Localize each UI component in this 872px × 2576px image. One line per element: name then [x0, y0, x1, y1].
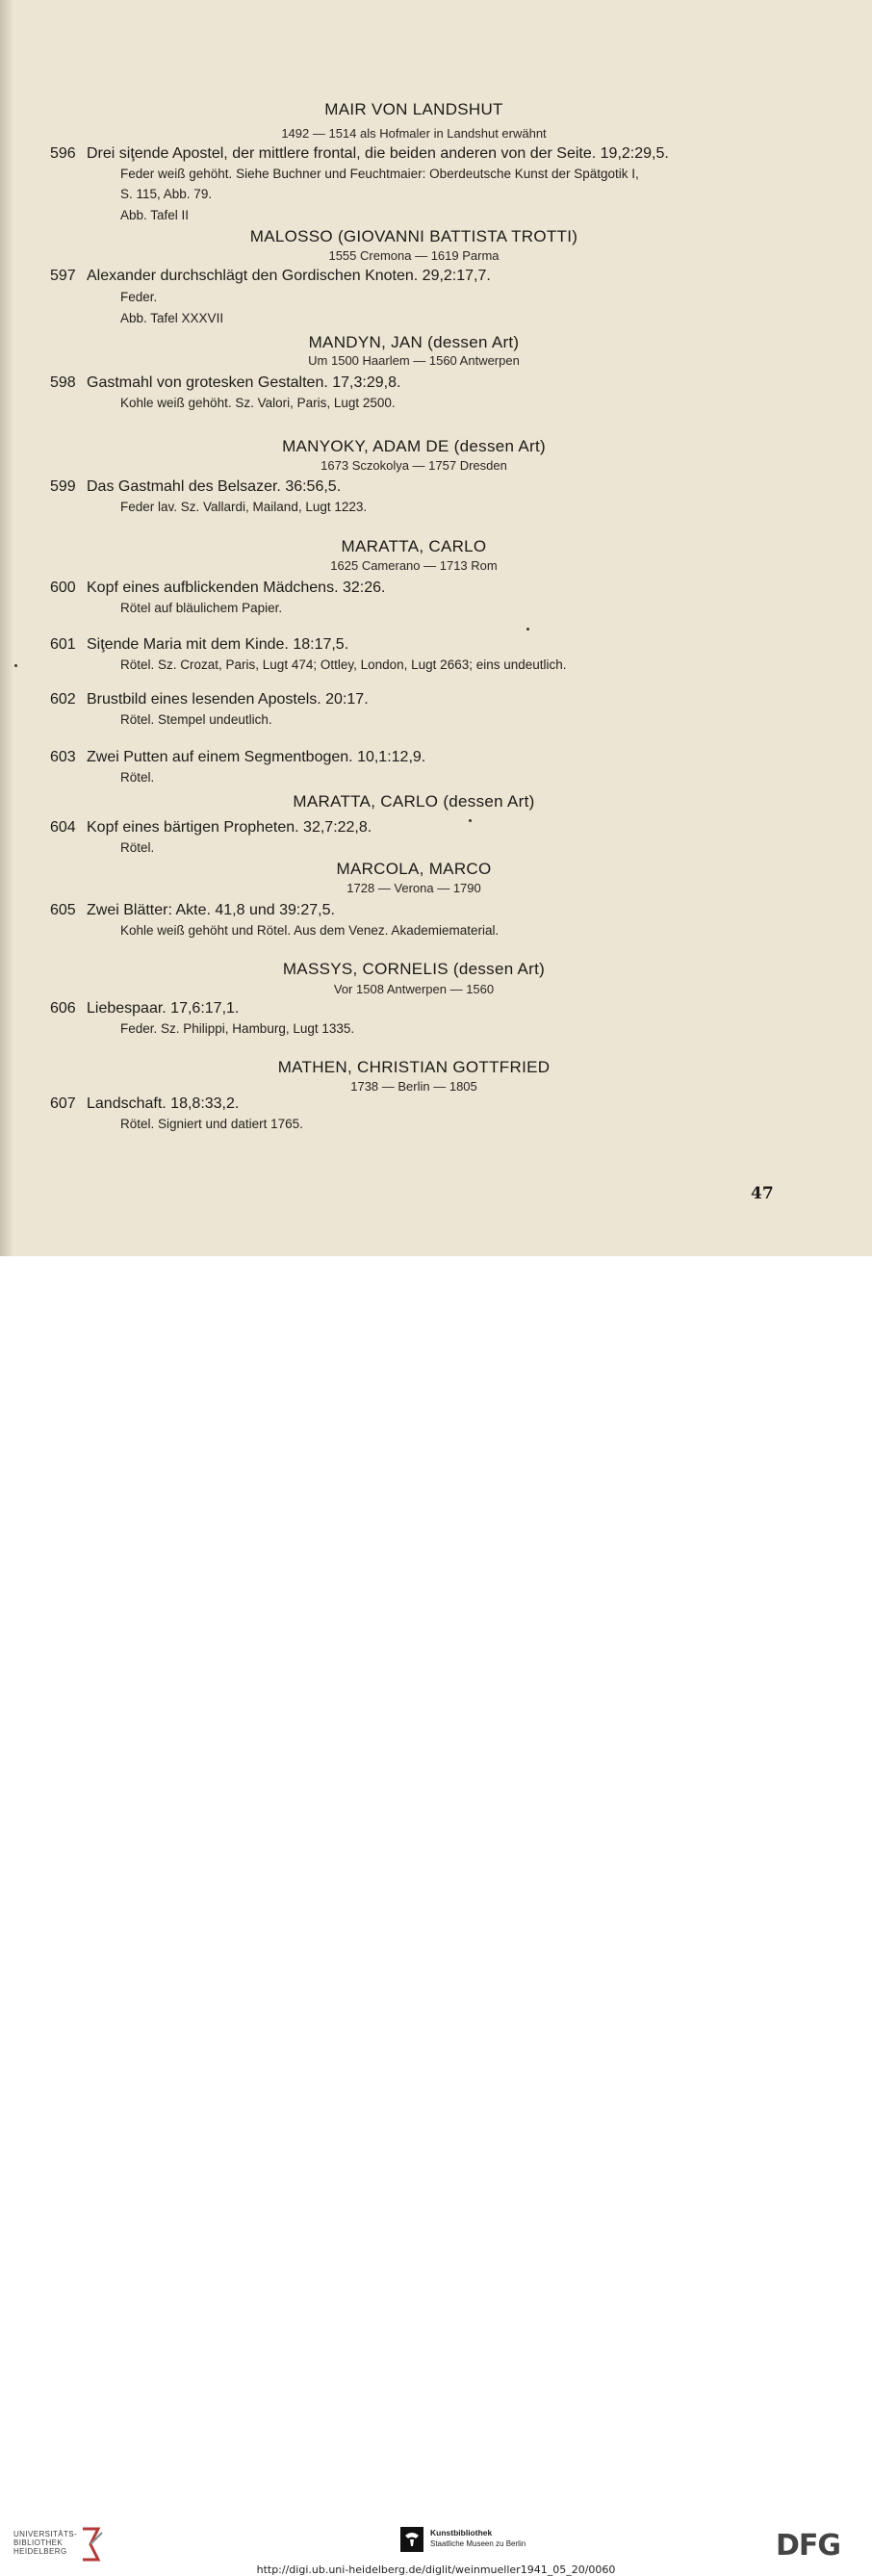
lot-entry — [50, 819, 372, 837]
lot-number: 606 — [50, 1000, 76, 1017]
university-emblem-icon — [77, 2525, 106, 2563]
lot-number: 601 — [50, 636, 76, 653]
lot-title: Alexander durchschlägt den Gordischen Knoten. 29,2:17,7. — [87, 268, 491, 284]
artist-dates: 1738 — Berlin — 1805 — [350, 1079, 477, 1094]
artist-heading: MANYOKY, ADAM DE (dessen Art) — [282, 437, 546, 455]
artist-heading: MANDYN, JAN (dessen Art) — [308, 333, 520, 351]
artist-heading: MARATTA, CARLO — [341, 537, 487, 555]
lot-number: 604 — [50, 819, 76, 836]
lot-number: 600 — [50, 580, 76, 596]
scanned-page — [0, 0, 872, 1256]
lot-number: 598 — [50, 374, 76, 391]
lot-detail: Kohle weiß gehöht und Rötel. Aus dem Venez. Akademiematerial. — [120, 923, 500, 938]
lot-number: 596 — [50, 145, 76, 162]
lot-entry — [50, 902, 335, 919]
kb-title: Kunstbibliothek — [430, 2528, 493, 2537]
lot-detail: Rötel. — [120, 770, 155, 785]
artist-dates: 1625 Camerano — 1713 Rom — [330, 558, 498, 573]
lot-entry — [50, 268, 491, 285]
artist-dates: 1728 — Verona — 1790 — [346, 881, 481, 895]
lot-title: Brustbild eines lesenden Apostels. 20:17. — [87, 691, 369, 708]
lot-title: Zwei Blätter: Akte. 41,8 und 39:27,5. — [87, 902, 335, 918]
permalink-url[interactable]: http://digi.ub.uni-heidelberg.de/diglit/weinmueller1941_05_20/0060 — [256, 2563, 616, 2576]
lot-number: 605 — [50, 902, 76, 918]
lot-title: Siţende Maria mit dem Kinde. 18:17,5. — [87, 636, 349, 653]
lot-detail: Abb. Tafel II — [120, 208, 190, 222]
lot-detail: Feder weiß gehöht. Siehe Buchner und Feuchtmaier: Oberdeutsche Kunst der Spätgotik I, — [120, 167, 639, 181]
lot-entry — [50, 478, 341, 496]
lot-number: 603 — [50, 749, 76, 765]
lot-entry — [50, 1095, 239, 1113]
lot-entry — [50, 749, 425, 766]
lot-number: 602 — [50, 691, 76, 708]
university-line-1: UNIVERSITÄTS- — [13, 2530, 78, 2538]
artist-dates: 1492 — 1514 als Hofmaler in Landshut erwähnt — [281, 126, 547, 141]
lot-detail: Rötel auf bläulichem Papier. — [120, 601, 283, 615]
lot-detail: Feder. — [120, 290, 158, 304]
lot-title: Liebespaar. 17,6:17,1. — [87, 1000, 240, 1017]
artist-heading: MARATTA, CARLO (dessen Art) — [293, 792, 535, 811]
lot-number: 597 — [50, 268, 76, 284]
lot-title: Zwei Putten auf einem Segmentbogen. 10,1:12,9. — [87, 749, 426, 765]
lot-title: Landschaft. 18,8:33,2. — [87, 1095, 240, 1112]
artist-dates: 1673 Sczokolya — 1757 Dresden — [321, 458, 507, 473]
lot-detail: Kohle weiß gehöht. Sz. Valori, Paris, Lugt 2500. — [120, 396, 396, 410]
artist-heading: MASSYS, CORNELIS (dessen Art) — [282, 960, 546, 978]
university-line-2: BIBLIOTHEK — [13, 2538, 64, 2547]
lot-title: Kopf eines aufblickenden Mädchens. 32:26. — [87, 580, 386, 596]
university-line-3: HEIDELBERG — [13, 2547, 67, 2556]
dfg-logo[interactable]: DFG — [776, 2529, 841, 2563]
lot-title: Gastmahl von grotesken Gestalten. 17,3:29,8. — [87, 374, 401, 391]
lot-number: 607 — [50, 1095, 76, 1112]
lot-detail: Rötel. Signiert und datiert 1765. — [120, 1117, 303, 1131]
lot-entry — [50, 691, 369, 708]
kunstbibliothek-logo[interactable] — [430, 2528, 526, 2549]
speck-mark — [14, 664, 17, 667]
lot-entry — [50, 374, 400, 392]
lot-entry — [50, 145, 669, 163]
artist-heading: MAIR VON LANDSHUT — [324, 100, 503, 118]
lot-detail: Rötel. Stempel undeutlich. — [120, 712, 272, 727]
lot-detail: Feder. Sz. Philippi, Hamburg, Lugt 1335. — [120, 1021, 355, 1036]
lot-entry — [50, 1000, 239, 1018]
lot-detail: Rötel. Sz. Crozat, Paris, Lugt 474; Ottley, London, Lugt 2663; eins undeutlich. — [120, 657, 567, 672]
lot-title: Kopf eines bärtigen Propheten. 32,7:22,8. — [87, 819, 372, 836]
lot-detail: Rötel. — [120, 840, 155, 855]
artist-dates: Um 1500 Haarlem — 1560 Antwerpen — [308, 353, 520, 368]
lot-detail: Feder lav. Sz. Vallardi, Mailand, Lugt 1223. — [120, 500, 368, 514]
kunstbibliothek-eagle-icon — [400, 2527, 423, 2552]
lot-title: Das Gastmahl des Belsazer. 36:56,5. — [87, 478, 342, 495]
speck-mark — [526, 628, 529, 631]
lot-title: Drei siţende Apostel, der mittlere frontal, die beiden anderen von der Seite. 19,2:29,5. — [87, 145, 669, 162]
speck-mark — [469, 819, 472, 822]
lot-entry — [50, 580, 385, 597]
artist-heading: MARCOLA, MARCO — [336, 860, 492, 878]
lot-number: 599 — [50, 478, 76, 495]
lot-detail: S. 115, Abb. 79. — [120, 187, 213, 201]
artist-dates: Vor 1508 Antwerpen — 1560 — [333, 982, 495, 996]
page-number: 47 — [751, 1184, 774, 1203]
university-library-logo[interactable] — [13, 2530, 77, 2556]
kb-subtitle: Staatliche Museen zu Berlin — [430, 2539, 526, 2548]
artist-dates: 1555 Cremona — 1619 Parma — [328, 248, 500, 263]
lot-entry — [50, 636, 348, 654]
lot-detail: Abb. Tafel XXXVII — [120, 311, 224, 325]
artist-heading: MATHEN, CHRISTIAN GOTTFRIED — [277, 1058, 551, 1076]
artist-heading: MALOSSO (GIOVANNI BATTISTA TROTTI) — [249, 227, 578, 245]
digitization-footer — [0, 1256, 872, 2576]
